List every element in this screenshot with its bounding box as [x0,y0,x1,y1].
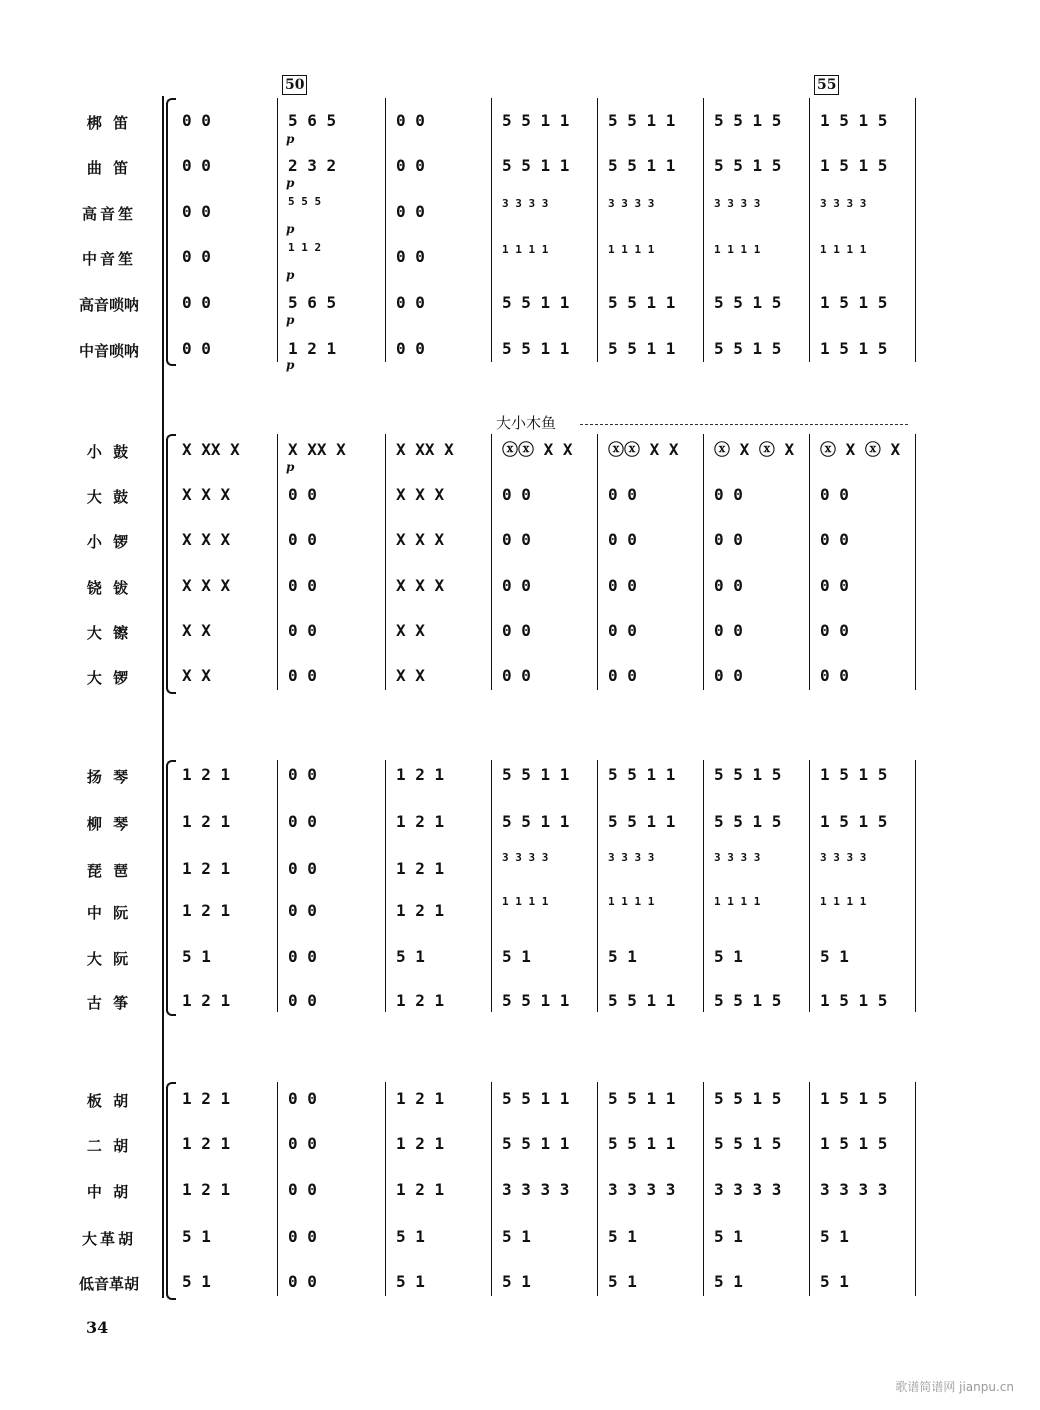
measure: 0 0 [820,576,849,595]
measure: X X X [182,530,231,549]
instrument-label: 柳 琴 [86,815,132,833]
measure: 1 2 1 [396,1089,445,1108]
measure: 1 1 1 1 [714,895,761,908]
measure: 5 1 [396,1227,425,1246]
measure: 5 5 1 1 [608,1134,676,1153]
measure: 0 0 [288,901,317,920]
measure: 3 3 3 3 [820,197,867,210]
barline [703,1082,704,1296]
measure: 5 5 1 1 [502,339,570,358]
measure: 0 0 [714,530,743,549]
dynamic-marking: p [286,313,295,327]
measure: 0 0 [288,1180,317,1199]
measure: 5 5 1 1 [502,156,570,175]
barline [491,98,492,362]
measure: 1 2 1 [396,765,445,784]
measure: 1 5 1 5 [820,1134,888,1153]
measure: 1 2 1 [182,812,231,831]
barline [915,760,916,1012]
measure: 5 5 1 1 [608,991,676,1010]
measure: 0 0 [182,247,211,266]
measure: 1 1 1 1 [502,895,549,908]
measure: 1 1 1 1 [608,243,655,256]
measure: 0 0 [182,111,211,130]
measure: 5 1 [502,1272,531,1291]
measure: 5 1 [714,947,743,966]
measure: 5 5 1 1 [502,111,570,130]
measure: X XX X [288,440,346,459]
barline [915,98,916,362]
measure: 5 5 1 1 [502,812,570,831]
barline [491,1082,492,1296]
measure: 0 0 [502,485,531,504]
measure: 5 1 [182,1227,211,1246]
measure: 5 5 1 1 [502,1089,570,1108]
measure: 5 1 [182,1272,211,1291]
barline [277,1082,278,1296]
measure: 3 3 3 3 [820,1180,888,1199]
measure: 5 1 [396,1272,425,1291]
measure: 0 0 [608,576,637,595]
measure: 5 5 1 1 [502,765,570,784]
barline [597,760,598,1012]
barline [809,434,810,690]
measure: 0 0 [288,859,317,878]
barline [385,1082,386,1296]
measure: 0 0 [288,1134,317,1153]
measure: 5 1 [820,1272,849,1291]
page-number: 34 [86,1318,109,1337]
barline [809,760,810,1012]
measure: 0 0 [288,530,317,549]
dynamic-marking: p [286,222,295,236]
instrument-label: 中 胡 [86,1183,132,1201]
measure: 0 0 [182,202,211,221]
instrument-label: 中 阮 [86,904,132,922]
measure: 5 1 [608,1227,637,1246]
measure: 0 0 [182,156,211,175]
woodfish-label: 大小木鱼 [496,414,557,432]
measure: 0 0 [502,576,531,595]
measure: 1 1 1 1 [714,243,761,256]
barline [385,434,386,690]
measure: 0 0 [608,621,637,640]
measure: 5 5 1 1 [608,765,676,784]
measure: 5 5 1 1 [608,293,676,312]
measure: 0 0 [396,202,425,221]
measure: 3 3 3 3 [502,197,549,210]
measure: 0 0 [288,1089,317,1108]
measure: 0 0 [502,530,531,549]
instrument-label: 二 胡 [86,1137,132,1155]
measure: 5 5 1 5 [714,1134,782,1153]
barline [915,434,916,690]
measure: 1 2 1 [288,339,337,358]
measure: X XX X [182,440,240,459]
instrument-label: 大革胡 [81,1230,136,1248]
measure: 0 0 [288,485,317,504]
measure: 5 1 [396,947,425,966]
instrument-label: 板 胡 [86,1092,132,1110]
measure: 1 1 1 1 [502,243,549,256]
barline [703,434,704,690]
measure: 0 0 [714,666,743,685]
measure: 1 5 1 5 [820,812,888,831]
instrument-label: 低音革胡 [78,1275,139,1293]
instrument-label: 中音唢呐 [78,342,139,360]
barline [491,760,492,1012]
measure: 5 6 5 [288,111,337,130]
measure: 1 2 1 [396,812,445,831]
instrument-label: 大 阮 [86,950,132,968]
rehearsal-mark-55: 55 [814,75,839,95]
measure: 5 5 1 1 [608,156,676,175]
measure: ⓧ X ⓧ X [714,440,795,459]
barline [809,1082,810,1296]
measure: 0 0 [820,621,849,640]
barline [597,434,598,690]
instrument-label: 古 筝 [86,994,132,1012]
dynamic-marking: p [286,358,295,372]
measure: X X X [182,485,231,504]
measure: 3 3 3 3 [714,1180,782,1199]
measure: 5 5 1 1 [502,293,570,312]
measure: 1 2 1 [182,1180,231,1199]
measure: 5 5 1 5 [714,156,782,175]
measure: 3 3 3 3 [502,851,549,864]
measure: 0 0 [182,339,211,358]
group-brace-winds [166,98,176,366]
measure: 5 5 1 5 [714,991,782,1010]
instrument-label: 扬 琴 [86,768,132,786]
measure: 5 5 5 [288,195,322,208]
measure: 5 5 1 5 [714,111,782,130]
measure: 3 3 3 3 [608,1180,676,1199]
measure: 0 0 [820,485,849,504]
measure: 1 1 1 1 [820,243,867,256]
instrument-label: 曲 笛 [86,159,132,177]
measure: X X X [182,576,231,595]
measure: 1 2 1 [396,901,445,920]
measure: 0 0 [714,485,743,504]
barline [597,1082,598,1296]
barline [491,434,492,690]
measure: 5 1 [502,947,531,966]
measure: 1 1 1 1 [820,895,867,908]
measure: X X X [396,530,445,549]
measure: X X X [396,576,445,595]
instrument-label: 梆 笛 [86,114,132,132]
system-line [162,96,164,1298]
measure: 0 0 [396,293,425,312]
measure: 5 5 1 5 [714,1089,782,1108]
group-brace-plucked [166,760,176,1016]
measure: 0 0 [396,111,425,130]
measure: 5 5 1 1 [502,1134,570,1153]
group-brace-bowed [166,1082,176,1300]
instrument-label: 大 鼓 [86,488,132,506]
measure: 5 6 5 [288,293,337,312]
measure: 1 2 1 [182,991,231,1010]
measure: X X [182,621,211,640]
instrument-label: 琵 琶 [86,862,132,880]
measure: 5 5 1 1 [608,111,676,130]
measure: 1 2 1 [182,901,231,920]
barline [703,760,704,1012]
measure: 0 0 [288,765,317,784]
measure: 2 3 2 [288,156,337,175]
rehearsal-mark-50: 50 [282,75,307,95]
measure: X X [396,666,425,685]
measure: 5 5 1 5 [714,293,782,312]
instrument-label: 大 镲 [86,624,132,642]
group-brace-percussion [166,434,176,694]
barline [809,98,810,362]
measure: 5 1 [608,1272,637,1291]
measure: 0 0 [608,530,637,549]
measure: 5 5 1 1 [608,339,676,358]
woodfish-extension-line [580,424,908,425]
measure: X XX X [396,440,454,459]
measure: 5 1 [820,1227,849,1246]
measure: 1 2 1 [182,1089,231,1108]
barline [385,98,386,362]
measure: 1 2 1 [396,1134,445,1153]
instrument-label: 中音笙 [81,250,136,268]
instrument-label: 高音笙 [81,205,136,223]
measure: 0 0 [288,1227,317,1246]
measure: 5 5 1 1 [608,812,676,831]
measure: 1 2 1 [396,859,445,878]
measure: X X X [396,485,445,504]
measure: 0 0 [396,339,425,358]
measure: X X [396,621,425,640]
measure: 3 3 3 3 [714,851,761,864]
measure: 5 5 1 1 [502,991,570,1010]
measure: 5 5 1 1 [608,1089,676,1108]
measure: 1 2 1 [182,859,231,878]
measure: 0 0 [288,812,317,831]
measure: 5 1 [714,1227,743,1246]
measure: 5 5 1 5 [714,812,782,831]
measure: 1 2 1 [396,991,445,1010]
dynamic-marking: p [286,132,295,146]
measure: ⓧⓧ X X [608,440,679,459]
measure: 5 1 [182,947,211,966]
measure: 5 1 [608,947,637,966]
measure: 3 3 3 3 [608,851,655,864]
barline [277,760,278,1012]
measure: 0 0 [182,293,211,312]
measure: X X [182,666,211,685]
measure: 0 0 [288,947,317,966]
measure: 0 0 [288,576,317,595]
measure: 3 3 3 3 [820,851,867,864]
measure: 0 0 [714,576,743,595]
barline [915,1082,916,1296]
barline [277,434,278,690]
measure: 1 2 1 [182,1134,231,1153]
measure: 1 5 1 5 [820,1089,888,1108]
measure: 0 0 [714,621,743,640]
barline [385,760,386,1012]
measure: 1 1 1 1 [608,895,655,908]
measure: 0 0 [396,247,425,266]
watermark: 歌谱简谱网 jianpu.cn [895,1380,1014,1394]
measure: 3 3 3 3 [608,197,655,210]
measure: 5 5 1 5 [714,765,782,784]
dynamic-marking: p [286,268,295,282]
dynamic-marking: p [286,460,295,474]
barline [277,98,278,362]
barline [597,98,598,362]
dynamic-marking: p [286,176,295,190]
measure: 5 5 1 5 [714,339,782,358]
measure: 3 3 3 3 [502,1180,570,1199]
measure: ⓧⓧ X X [502,440,573,459]
measure: 1 5 1 5 [820,991,888,1010]
measure: 1 2 1 [396,1180,445,1199]
measure: 0 0 [288,1272,317,1291]
measure: 0 0 [820,530,849,549]
instrument-label: 高音唢呐 [78,296,139,314]
measure: 1 5 1 5 [820,156,888,175]
measure: 3 3 3 3 [714,197,761,210]
barline [703,98,704,362]
measure: 0 0 [502,666,531,685]
instrument-label: 铙 钹 [86,579,132,597]
measure: 1 5 1 5 [820,111,888,130]
measure: 5 1 [502,1227,531,1246]
measure: 0 0 [608,485,637,504]
instrument-label: 小 锣 [86,533,132,551]
measure: 1 5 1 5 [820,765,888,784]
measure: 1 1 2 [288,241,322,254]
measure: 1 2 1 [182,765,231,784]
instrument-label: 大 锣 [86,669,132,687]
measure: 0 0 [820,666,849,685]
measure: 0 0 [396,156,425,175]
measure: 0 0 [288,991,317,1010]
instrument-label: 小 鼓 [86,443,132,461]
measure: 0 0 [288,621,317,640]
measure: ⓧ X ⓧ X [820,440,901,459]
measure: 5 1 [714,1272,743,1291]
measure: 0 0 [608,666,637,685]
measure: 0 0 [502,621,531,640]
measure: 5 1 [820,947,849,966]
measure: 0 0 [288,666,317,685]
measure: 1 5 1 5 [820,339,888,358]
measure: 1 5 1 5 [820,293,888,312]
